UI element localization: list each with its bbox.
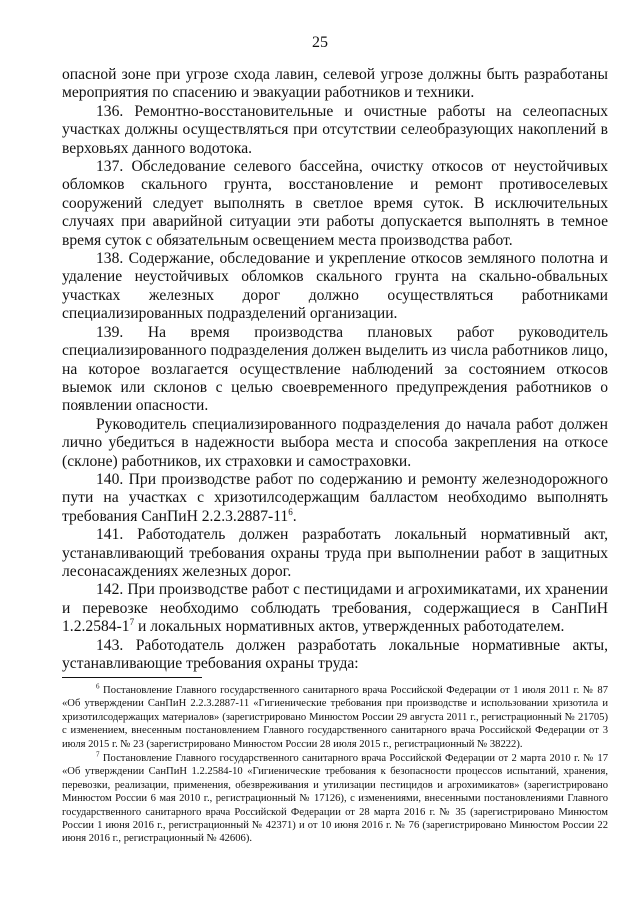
paragraph-continuation: опасной зоне при угрозе схода лавин, селевой угрозе должны быть разработаны мероприятия по спасению и эвакуации работников и техники.: [62, 66, 608, 102]
footnote-6-mark: 6: [96, 682, 100, 691]
paragraph-137: 137. Обследование селевого бассейна, очистку откосов от неустойчивых обломков скального грунта, восстановление и ремонт противоселевых сооружений следует выполнять в светлое время суток. В исключительных случаях при аварийной ситуации эти работы допускается выполнять в темное время суток с обязательным освещением места производства работ.: [62, 158, 608, 249]
paragraph-138: 138. Содержание, обследование и укрепление откосов земляного полотна и удаление неустойчивых обломков скального грунта на скально-обвальных участках железных дорог должно осуществляться работниками специализированных подразделений организации.: [62, 250, 608, 323]
paragraph-142-tail: и локальных нормативных актов, утвержденных работодателем.: [134, 618, 565, 636]
paragraph-140: [62, 471, 608, 526]
paragraph-140-tail: .: [292, 507, 297, 525]
paragraph-139-continued: Руководитель специализированного подразделения до начала работ должен лично убедиться в надежности выбора места и способа закрепления на откосе (склоне) работников, их страховки и самостраховки.: [62, 415, 608, 470]
footnote-divider: [62, 677, 202, 678]
page-number: 25: [312, 34, 328, 51]
footnote-ref-6[interactable]: 6: [288, 506, 293, 517]
footnotes: [62, 684, 608, 847]
footnote-6: [62, 684, 608, 751]
main-text: [62, 66, 608, 673]
footnote-7-mark: 7: [96, 750, 100, 759]
paragraph-143: 143. Работодатель должен разработать локальные нормативные акты, устанавливающие требования охраны труда:: [62, 636, 608, 672]
paragraph-136: 136. Ремонтно-восстановительные и очистные работы на селеопасных участках должны осуществляться при отсутствии селеобразующих накоплений в верховьях данного водотока.: [62, 102, 608, 157]
paragraph-142: [62, 581, 608, 636]
paragraph-141: 141. Работодатель должен разработать локальный нормативный акт, устанавливающий требования охраны труда при выполнении работ в защитных лесонасаждениях железных дорог.: [62, 526, 608, 580]
paragraph-142-text: 142. При производстве работ с пестицидами и агрохимикатами, их хранении и перевозке необходимо соблюдать требования, содержащиеся в СанПиН 1.2.2584-1: [62, 581, 608, 636]
paragraph-139: 139. На время производства плановых работ руководитель специализированного подразделения должен выделить из числа работников лицо, на которое возлагается осуществление наблюдений за состоянием откосов выемок или склонов с целью своевременного предупреждения работников о появлении опасности.: [62, 323, 608, 415]
footnote-7: [62, 752, 608, 846]
footnote-7-text: Постановление Главного государственного санитарного врача Российской Федерации от 2 марта 2010 г. № 17 «Об утверждении СанПиН 1.2.2584-10 «Гигиенические требования к безопасности процессов испытаний, хранения, перевозки, реализации, применения, обезвреживания и утилизации пестицидов и агрохимикатов» (зарегистрировано Минюстом России 6 мая 2010 г., регистрационный № 17126), с изменениями, внесенными постановлениями Главного государственного санитарного врача Российской Федерации от 28 марта 2016 г. № 35 (зарегистрировано Минюстом России 1 июня 2016 г., регистрационный № 42371) и от 10 июня 2016 г. № 76 (зарегистрировано Минюстом России 22 июня 2016 г., регистрационный № 42606).: [62, 753, 608, 845]
footnote-6-text: Постановление Главного государственного санитарного врача Российской Федерации от 1 июля 2011 г. № 87 «Об утверждении СанПиН 2.2.3.2887-11 «Гигиенические требования при производстве и использовании хризотила и хризотилсодержащих материалов» (зарегистрировано Минюстом России 29 августа 2011 г., регистрационный № 21705) с изменением, внесенным постановлением Главного государственного санитарного врача Российской Федерации от 3 июля 2015 г. № 23 (зарегистрировано Минюстом России 28 июля 2015 г., регистрационный № 38222).: [62, 685, 608, 750]
footnote-ref-7[interactable]: 7: [129, 617, 135, 627]
paragraph-140-text: 140. При производстве работ по содержанию и ремонту железнодорожного пути на участках с хризотилсодержащим балластом необходимо выполнять требования СанПиН 2.2.3.2887-11: [62, 470, 608, 525]
